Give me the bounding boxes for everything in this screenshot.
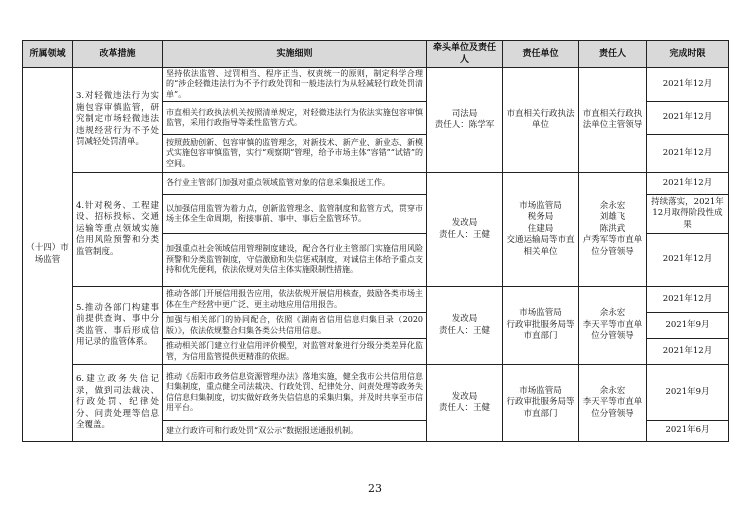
detail-cell: 建立行政许可和行政处罚“双公示”数据报送通报机制。 [163,421,427,442]
unit-cell: 市场监管局 行政审批服务局等市直部门 [503,365,579,442]
deadline-cell: 2021年9月 [647,365,729,421]
table-row [23,365,729,421]
measure-cell: 4.针对税务、工程建设、招标投标、交通运输等重点领域实施信用风险预警和分类监管制度。 [73,173,163,287]
lead-cell: 发改局 责任人：王健 [427,173,503,287]
deadline-cell: 2021年12月 [647,339,729,365]
person-cell: 余永宏 刘雄飞 陈洪武 卢秀军等市直单位分管领导 [579,173,647,287]
person-cell: 市直相关行政执法单位主管领导 [579,68,647,173]
domain-cell: （十四）市场监管 [23,68,73,442]
detail-cell: 以加强信用监管为着力点，创新监管理念、监管制度和监管方式，贯穿市场主体全生命周期，衔接事前、事中、事后全监管环节。 [163,195,427,234]
deadline-cell: 2021年6月 [647,421,729,442]
detail-cell: 坚持依法监管、过罚相当、程序正当、权责统一的原则，制定科学合理的“涉企轻微违法行为不予行政处罚和一般违法行为从轻减轻行政处罚清单”。 [163,68,427,102]
deadline-cell: 2021年9月 [647,313,729,339]
header-measure: 改革措施 [73,41,163,68]
unit-cell: 市场监管局 行政审批服务局等市直部门 [503,287,579,365]
detail-cell: 市直相关行政执法机关按照清单规定，对轻微违法行为依法实施包容审慎监管，采用行政指导等柔性监管方式。 [163,102,427,135]
table-header-row [23,41,729,68]
deadline-cell: 2021年12月 [647,287,729,313]
page-number: 23 [368,482,382,495]
person-cell: 余永宏 李天平等市直单位分管领导 [579,365,647,442]
lead-cell: 司法局 责任人：陈学军 [427,68,503,173]
header-lead: 牵头单位及责任人 [427,41,503,68]
deadline-cell: 2021年12月 [647,135,729,173]
lead-cell: 发改局 责任人：王健 [427,287,503,365]
detail-cell: 推动相关部门建立行业信用评价模型，对监管对象进行分级分类差异化监管，为信用监管提供更精准的依据。 [163,339,427,365]
detail-cell: 各行业主管部门加强对重点领域监管对象的信息采集报送工作。 [163,173,427,195]
table-row [23,287,729,313]
person-cell: 余永宏 李天平等市直单位分管领导 [579,287,647,365]
unit-cell: 市直相关行政执法单位 [503,68,579,173]
deadline-cell: 持续落实，2021年12月取得阶段性成果 [647,195,729,234]
detail-cell: 加强重点社会领域信用管理制度建设，配合各行业主管部门实施信用风险预警和分类监管制度，守信激励和失信惩戒制度，对诚信主体给予重点支持和优先便利，依法依规对失信主体实施限制性措施。 [163,234,427,287]
header-detail: 实施细则 [163,41,427,68]
unit-cell: 市场监管局 税务局 住建局 交通运输局等市直相关单位 [503,173,579,287]
header-domain: 所属领域 [23,41,73,68]
deadline-cell: 2021年12月 [647,102,729,135]
header-person: 责任人 [579,41,647,68]
deadline-cell: 2021年12月 [647,173,729,195]
measure-cell: 6.建立政务失信记录，做到司法裁决、行政处罚、纪律处分、问责处理等信息全覆盖。 [73,365,163,442]
deadline-cell: 2021年12月 [647,68,729,102]
measure-cell: 5.推动各部门构建事前提供查询、事中分类监管、事后形成信用记录的监管体系。 [73,287,163,365]
detail-cell: 推动《岳阳市政务信息资源管理办法》落地实施，健全我市公共信用信息归集制度，重点健全司法裁决、行政处罚、纪律处分、问责处理等政务失信信息归集制度，切实做好政务失信信息的采集归集，并及时共享至市信用平台。 [163,365,427,421]
measure-cell: 3.对轻微违法行为实施包容审慎监管，研究制定市场轻微违法违规经营行为不予处罚减轻处罚清单。 [73,68,163,173]
lead-cell: 发改局 责任人：王健 [427,365,503,442]
policy-table [22,40,729,442]
deadline-cell: 2021年12月 [647,234,729,287]
detail-cell: 按照鼓励创新、包容审慎的监管理念，对新技术、新产业、新业态、新模式实施包容审慎监管，实行“观察期”管理，给予市场主体“容错”“试错”的空间。 [163,135,427,173]
header-deadline: 完成时限 [647,41,729,68]
detail-cell: 加强与相关部门的协同配合，依照《湖南省信用信息归集目录（2020版）》，依法依规整合归集各类公共信用信息。 [163,313,427,339]
detail-cell: 推动各部门开展信用报告应用，依法依规开展信用核查，鼓励各类市场主体在生产经营中更广泛、更主动地应用信用报告。 [163,287,427,313]
table-row [23,173,729,195]
header-unit: 责任单位 [503,41,579,68]
table-row [23,68,729,102]
